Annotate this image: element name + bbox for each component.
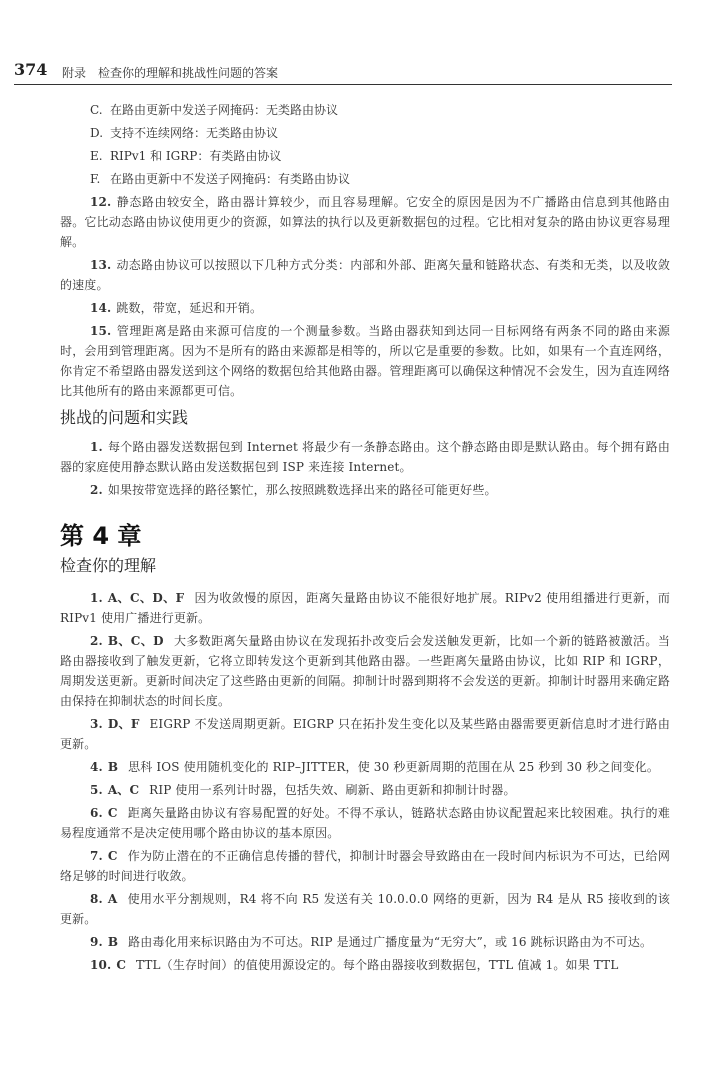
list-item: D. 支持不连续网络：无类路由协议 xyxy=(90,126,279,140)
answer-paragraph: 2. B、C、D 大多数距离矢量路由协议在发现拓扑改变后会发送触发更新，比如一个新的链路被激活。当路由器接收到了触发更新，它将立即转发这个更新到其他路由器。一些距离矢量路由协议，比如 RIP 和 IGRP，周期发送更新。更新时间决定了这些路由更新的间隔。抑制计时器到期将不会发送的更新。抑制计时器用来确定路由保持在抑制状态的时间长度。 xyxy=(60,634,670,708)
chapter-title: 第 4 章 xyxy=(60,522,142,550)
answer-paragraph: 9. B 路由毒化用来标识路由为不可达。RIP 是通过广播度量为“无穷大”，或 16 跳标识路由为不可达。 xyxy=(90,935,653,949)
answer-paragraph: 3. D、F EIGRP 不发送周期更新。EIGRP 只在拓扑发生变化以及某些路由器需要更新信息时才进行路由更新。 xyxy=(60,717,670,751)
answer-paragraph: 4. B 思科 IOS 使用随机变化的 RIP–JITTER，使 30 秒更新周期的范围在从 25 秒到 30 秒之间变化。 xyxy=(90,760,660,774)
page-content xyxy=(60,100,670,978)
answer-paragraph: 5. A、C RIP 使用一系列计时器，包括失效、刷新、路由更新和抑制计时器。 xyxy=(90,783,516,797)
answer-paragraph: 13. 动态路由协议可以按照以下几种方式分类：内部和外部、距离矢量和链路状态、有类和无类，以及收敛的速度。 xyxy=(60,258,670,292)
answer-paragraph: 15. 管理距离是路由来源可信度的一个测量参数。当路由器获知到达同一目标网络有两条不同的路由来源时，会用到管理距离。因为不是所有的路由来源都是相等的，所以它是重要的参数。比如，如果有一个直连网络，你肯定不希望路由器发送到这个网络的数据包给其他路由器。管理距离可以确保这种情况不会发生，因为直连网络比其他所有的路由来源都更可信。 xyxy=(60,324,670,398)
page-number: 374 xyxy=(14,60,48,79)
page-header xyxy=(14,62,672,85)
section-heading: 挑战的问题和实践 xyxy=(60,408,189,427)
answer-paragraph: 7. C 作为防止潜在的不正确信息传播的替代，抑制计时器会导致路由在一段时间内标识为不可达，已给网络足够的时间进行收敛。 xyxy=(60,849,670,883)
answer-paragraph: 6. C 距离矢量路由协议有容易配置的好处。不得不承认，链路状态路由协议配置起来比较困难。执行的难易程度通常不是决定使用哪个路由协议的基本原因。 xyxy=(60,806,670,840)
answer-paragraph: 1. 每个路由器发送数据包到 Internet 将最少有一条静态路由。这个静态路由即是默认路由。每个拥有路由器的家庭使用静态默认路由发送数据包到 ISP 来连接 Internet。 xyxy=(60,440,670,474)
answer-paragraph: 12. 静态路由较安全，路由器计算较少，而且容易理解。它安全的原因是因为不广播路由信息到其他路由器。它比动态路由协议使用更少的资源，如算法的执行以及更新数据包的过程。它比相对复杂的路由协议更容易理解。 xyxy=(60,195,670,249)
answer-paragraph: 14. 跳数，带宽，延迟和开销。 xyxy=(90,301,263,315)
list-item: F. 在路由更新中不发送子网掩码：有类路由协议 xyxy=(90,172,351,186)
answer-paragraph: 10. C TTL（生存时间）的值使用源设定的。每个路由器接收到数据包，TTL 值减 1。如果 TTL xyxy=(90,958,619,972)
answer-paragraph: 2. 如果按带宽选择的路径繁忙，那么按照跳数选择出来的路径可能更好些。 xyxy=(90,483,497,497)
list-item: C. 在路由更新中发送子网掩码：无类路由协议 xyxy=(90,103,339,117)
answer-paragraph: 8. A 使用水平分割规则，R4 将不向 R5 发送有关 10.0.0.0 网络的更新，因为 R4 是从 R5 接收到的该更新。 xyxy=(60,892,670,926)
answer-paragraph: 1. A、C、D、F 因为收敛慢的原因，距离矢量路由协议不能很好地扩展。RIPv2 使用组播进行更新，而 RIPv1 使用广播进行更新。 xyxy=(60,591,671,625)
list-item: E. RIPv1 和 IGRP：有类路由协议 xyxy=(90,149,282,163)
section-heading: 检查你的理解 xyxy=(60,556,157,575)
running-title: 附录 检查你的理解和挑战性问题的答案 xyxy=(62,66,279,80)
